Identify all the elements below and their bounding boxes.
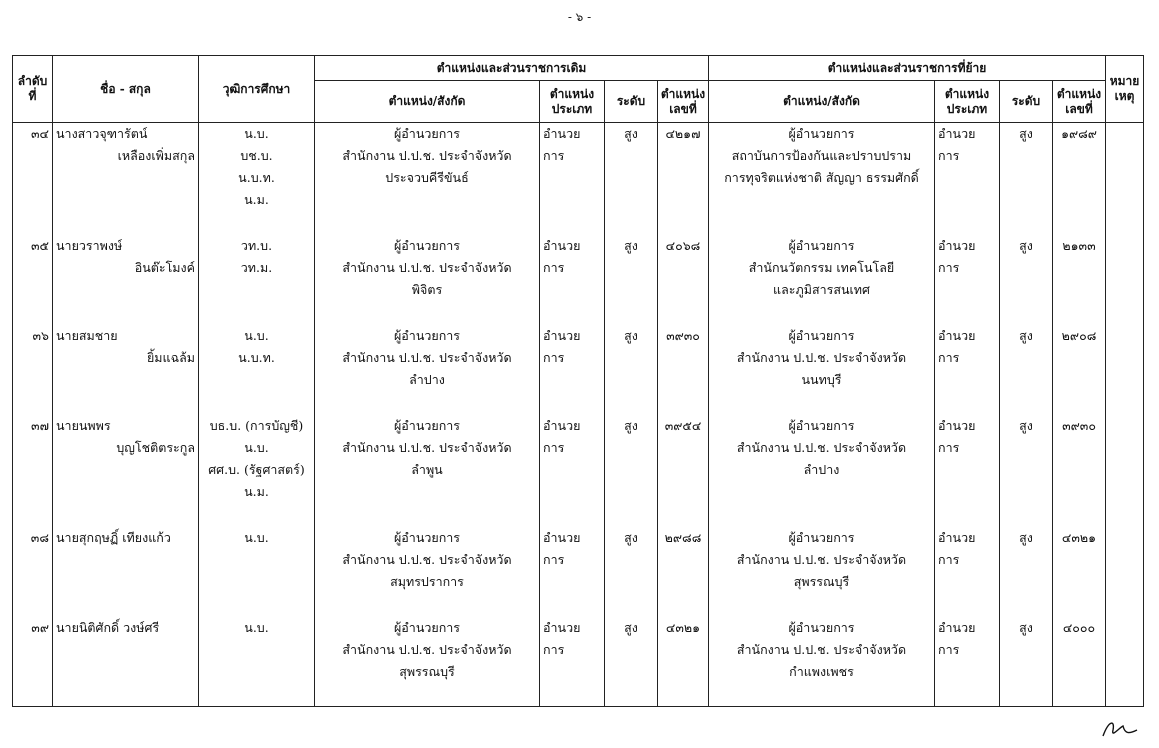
row-education: น.บ. bbox=[199, 617, 315, 707]
row-old-position: ผู้อำนวยการ สำนักงาน ป.ป.ช. ประจำจังหวัด ลำพูน bbox=[315, 415, 540, 527]
row-order: ๓๘ bbox=[13, 527, 53, 617]
header-order: ลำดับ ที่ bbox=[13, 56, 53, 123]
row-new-number: ๓๙๓๐ bbox=[1053, 415, 1106, 527]
first-name: นางสาวจุฑารัตน์ bbox=[56, 126, 148, 141]
last-name: เหลืองเพิ่มสกุล bbox=[117, 148, 195, 163]
header-old-level: ระดับ bbox=[605, 81, 658, 123]
row-name bbox=[53, 617, 199, 707]
row-remark bbox=[1106, 617, 1144, 707]
row-old-type: อำนวยการ bbox=[540, 617, 605, 707]
row-old-number: ๔๒๑๗ bbox=[658, 123, 709, 235]
row-new-position: ผู้อำนวยการ สำนักงาน ป.ป.ช. ประจำจังหวัด ลำปาง bbox=[709, 415, 935, 527]
row-new-level: สูง bbox=[1000, 235, 1053, 325]
row-remark bbox=[1106, 325, 1144, 415]
row-order: ๓๔ bbox=[13, 123, 53, 235]
table-row bbox=[13, 325, 1144, 415]
header-new-number: ตำแหน่ง เลขที่ bbox=[1053, 81, 1106, 123]
last-name: อินต๊ะโมงค์ bbox=[134, 259, 195, 275]
last-name: บุญโชติตระกูล bbox=[116, 439, 195, 455]
table-row bbox=[13, 617, 1144, 707]
signature-mark bbox=[1099, 716, 1139, 742]
row-new-level: สูง bbox=[1000, 527, 1053, 617]
row-old-type: อำนวยการ bbox=[540, 415, 605, 527]
row-old-position: ผู้อำนวยการ สำนักงาน ป.ป.ช. ประจำจังหวัด ลำปาง bbox=[315, 325, 540, 415]
row-new-level: สูง bbox=[1000, 415, 1053, 527]
row-old-position: ผู้อำนวยการ สำนักงาน ป.ป.ช. ประจำจังหวัด ประจวบคีรีขันธ์ bbox=[315, 123, 540, 235]
row-old-level: สูง bbox=[605, 235, 658, 325]
row-new-type: อำนวยการ bbox=[935, 123, 1000, 235]
row-old-number: ๔๐๖๘ bbox=[658, 235, 709, 325]
table-row bbox=[13, 415, 1144, 527]
row-old-number: ๓๙๓๐ bbox=[658, 325, 709, 415]
row-old-position: ผู้อำนวยการ สำนักงาน ป.ป.ช. ประจำจังหวัด พิจิตร bbox=[315, 235, 540, 325]
row-education: วท.บ. วท.ม. bbox=[199, 235, 315, 325]
row-new-level: สูง bbox=[1000, 325, 1053, 415]
row-new-position: ผู้อำนวยการ สถาบันการป้องกันและปราบปราม การทุจริตแห่งชาติ สัญญา ธรรมศักดิ์ bbox=[709, 123, 935, 235]
row-remark bbox=[1106, 527, 1144, 617]
row-education: น.บ. น.บ.ท. bbox=[199, 325, 315, 415]
row-old-level: สูง bbox=[605, 325, 658, 415]
row-new-type: อำนวยการ bbox=[935, 527, 1000, 617]
header-new-group: ตำแหน่งและส่วนราชการที่ย้าย bbox=[709, 56, 1106, 81]
row-new-type: อำนวยการ bbox=[935, 325, 1000, 415]
row-remark bbox=[1106, 123, 1144, 235]
header-old-type: ตำแหน่ง ประเภท bbox=[540, 81, 605, 123]
header-new-level: ระดับ bbox=[1000, 81, 1053, 123]
row-new-number: ๒๙๐๘ bbox=[1053, 325, 1106, 415]
page-number: - ๖ - bbox=[567, 10, 592, 24]
header-old-number: ตำแหน่ง เลขที่ bbox=[658, 81, 709, 123]
row-new-type: อำนวยการ bbox=[935, 617, 1000, 707]
header-remark: หมาย เหตุ bbox=[1106, 56, 1144, 123]
row-education: น.บ. bbox=[199, 527, 315, 617]
row-new-position: ผู้อำนวยการ สำนักงาน ป.ป.ช. ประจำจังหวัด นนทบุรี bbox=[709, 325, 935, 415]
row-old-level: สูง bbox=[605, 527, 658, 617]
row-new-position: ผู้อำนวยการ สำนักงาน ป.ป.ช. ประจำจังหวัด กำแพงเพชร bbox=[709, 617, 935, 707]
row-new-type: อำนวยการ bbox=[935, 415, 1000, 527]
table-row bbox=[13, 123, 1144, 235]
row-order: ๓๗ bbox=[13, 415, 53, 527]
table-row bbox=[13, 235, 1144, 325]
row-old-number: ๓๙๕๔ bbox=[658, 415, 709, 527]
row-old-level: สูง bbox=[605, 617, 658, 707]
row-new-level: สูง bbox=[1000, 617, 1053, 707]
transfer-table bbox=[12, 55, 1144, 707]
header-old-position: ตำแหน่ง/สังกัด bbox=[315, 81, 540, 123]
row-order: ๓๙ bbox=[13, 617, 53, 707]
first-name: นายนพพร bbox=[56, 417, 111, 433]
row-education: น.บ. บช.บ. น.บ.ท. น.ม. bbox=[199, 123, 315, 235]
header-new-type: ตำแหน่ง ประเภท bbox=[935, 81, 1000, 123]
row-order: ๓๖ bbox=[13, 325, 53, 415]
row-new-position: ผู้อำนวยการ สำนักนวัตกรรม เทคโนโลยี และภูมิสารสนเทศ bbox=[709, 235, 935, 325]
row-old-type: อำนวยการ bbox=[540, 325, 605, 415]
row-name bbox=[53, 235, 199, 325]
row-remark bbox=[1106, 235, 1144, 325]
row-name bbox=[53, 527, 199, 617]
row-old-position: ผู้อำนวยการ สำนักงาน ป.ป.ช. ประจำจังหวัด สมุทรปราการ bbox=[315, 527, 540, 617]
first-name: นายนิติศักดิ์ วงษ์ศรี bbox=[56, 619, 160, 635]
row-new-level: สูง bbox=[1000, 123, 1053, 235]
row-order: ๓๕ bbox=[13, 235, 53, 325]
row-old-position: ผู้อำนวยการ สำนักงาน ป.ป.ช. ประจำจังหวัด สุพรรณบุรี bbox=[315, 617, 540, 707]
row-new-position: ผู้อำนวยการ สำนักงาน ป.ป.ช. ประจำจังหวัด สุพรรณบุรี bbox=[709, 527, 935, 617]
row-old-type: อำนวยการ bbox=[540, 123, 605, 235]
table-row bbox=[13, 527, 1144, 617]
row-old-type: อำนวยการ bbox=[540, 527, 605, 617]
row-old-level: สูง bbox=[605, 415, 658, 527]
row-remark bbox=[1106, 415, 1144, 527]
row-new-type: อำนวยการ bbox=[935, 235, 1000, 325]
first-name: นายสมชาย bbox=[56, 327, 118, 343]
last-name: ยิ้มแฉล้ม bbox=[146, 349, 195, 365]
row-old-number: ๒๙๘๘ bbox=[658, 527, 709, 617]
row-name bbox=[53, 123, 199, 235]
row-new-number: ๔๐๐๐ bbox=[1053, 617, 1106, 707]
first-name: นายวราพงษ์ bbox=[56, 237, 123, 253]
row-education: บธ.บ. (การบัญชี) น.บ. ศศ.บ. (รัฐศาสตร์) น.ม. bbox=[199, 415, 315, 527]
header-old-group: ตำแหน่งและส่วนราชการเดิม bbox=[315, 56, 709, 81]
header-education: วุฒิการศึกษา bbox=[199, 56, 315, 123]
header-name: ชื่อ - สกุล bbox=[53, 56, 199, 123]
row-new-number: ๔๓๒๑ bbox=[1053, 527, 1106, 617]
row-old-type: อำนวยการ bbox=[540, 235, 605, 325]
row-old-number: ๔๓๒๑ bbox=[658, 617, 709, 707]
row-name bbox=[53, 325, 199, 415]
row-old-level: สูง bbox=[605, 123, 658, 235]
row-new-number: ๒๑๓๓ bbox=[1053, 235, 1106, 325]
row-name bbox=[53, 415, 199, 527]
row-new-number: ๑๙๘๙ bbox=[1053, 123, 1106, 235]
first-name: นายสุกฤษฏิ์ เทียงแก้ว bbox=[56, 529, 171, 545]
header-new-position: ตำแหน่ง/สังกัด bbox=[709, 81, 935, 123]
